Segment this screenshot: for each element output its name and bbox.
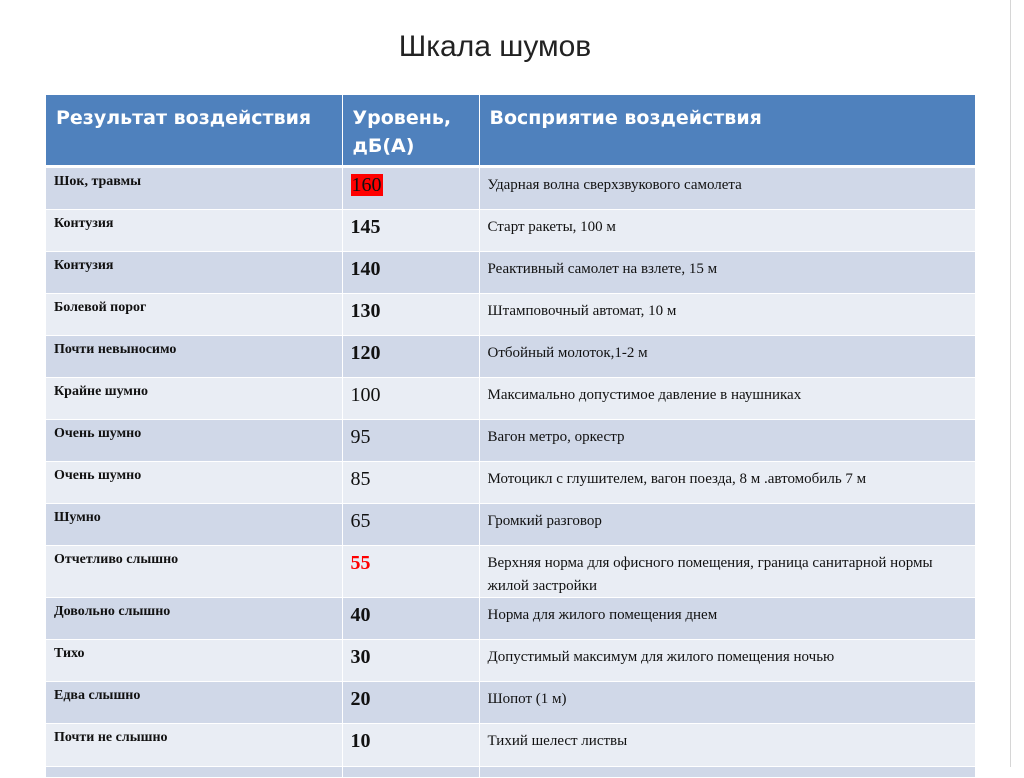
perception-cell: Штамповочный автомат, 10 м: [479, 294, 975, 336]
perception-cell: Тихий шелест листвы: [479, 724, 975, 767]
effect-cell: Почти не слышно: [46, 724, 342, 767]
table-row: [46, 724, 975, 767]
perception-cell: Вагон метро, оркестр: [479, 420, 975, 462]
slide-title: Шкала шумов: [398, 30, 592, 63]
table-row: [46, 210, 975, 252]
empty-cell: [479, 767, 975, 778]
effect-cell: Шок, травмы: [46, 167, 342, 210]
table-row: [46, 378, 975, 420]
effect-cell: Отчетливо слышно: [46, 546, 342, 598]
level-cell: 140: [342, 252, 479, 294]
table-row-cut-off: [46, 767, 975, 778]
level-cell: [342, 546, 479, 598]
perception-cell: Старт ракеты, 100 м: [479, 210, 975, 252]
header-effect: Результат воздействия: [46, 95, 342, 167]
level-cell: 20: [342, 682, 479, 724]
effect-cell: Почти невыносимо: [46, 336, 342, 378]
effect-cell: Крайне шумно: [46, 378, 342, 420]
empty-cell: [46, 767, 342, 778]
perception-cell: Допустимый максимум для жилого помещения ночью: [479, 640, 975, 682]
table-row: [46, 598, 975, 640]
level-cell: 100: [342, 378, 479, 420]
table-row: [46, 504, 975, 546]
perception-cell: Ударная волна сверхзвукового самолета: [479, 167, 975, 210]
level-cell: 85: [342, 462, 479, 504]
effect-cell: Довольно слышно: [46, 598, 342, 640]
level-cell: 145: [342, 210, 479, 252]
table-row: [46, 420, 975, 462]
noise-scale-table: [46, 95, 975, 778]
perception-cell: Шопот (1 м): [479, 682, 975, 724]
header-level: Уровень, дБ(А): [342, 95, 479, 167]
effect-cell: Контузия: [46, 210, 342, 252]
perception-cell: Реактивный самолет на взлете, 15 м: [479, 252, 975, 294]
effect-cell: Очень шумно: [46, 420, 342, 462]
table-row: [46, 682, 975, 724]
effect-cell: Шумно: [46, 504, 342, 546]
slide-edge-line: [1010, 0, 1011, 767]
perception-cell: Норма для жилого помещения днем: [479, 598, 975, 640]
effect-cell: Контузия: [46, 252, 342, 294]
header-perception: Восприятие воздействия: [479, 95, 975, 167]
empty-cell: [342, 767, 479, 778]
level-value-highlighted: 160: [351, 174, 382, 196]
table-row: [46, 546, 975, 598]
level-cell: 10: [342, 724, 479, 767]
perception-cell: Верхняя норма для офисного помещения, граница санитарной нормы жилой застройки: [479, 546, 975, 598]
level-cell: 130: [342, 294, 479, 336]
perception-cell: Громкий разговор: [479, 504, 975, 546]
table-row: [46, 462, 975, 504]
effect-cell: Тихо: [46, 640, 342, 682]
table-row: [46, 252, 975, 294]
perception-cell: Максимально допустимое давление в наушниках: [479, 378, 975, 420]
table-row: [46, 336, 975, 378]
table-row: [46, 167, 975, 210]
effect-cell: Болевой порог: [46, 294, 342, 336]
level-cell: 95: [342, 420, 479, 462]
effect-cell: Едва слышно: [46, 682, 342, 724]
level-cell: 120: [342, 336, 479, 378]
level-cell: 65: [342, 504, 479, 546]
effect-cell: Очень шумно: [46, 462, 342, 504]
level-cell: 40: [342, 598, 479, 640]
table-header-row: [46, 95, 975, 167]
perception-cell: Отбойный молоток,1-2 м: [479, 336, 975, 378]
level-cell: 30: [342, 640, 479, 682]
level-value-highlighted: 55: [350, 552, 371, 574]
table-row: [46, 294, 975, 336]
table-row: [46, 640, 975, 682]
perception-cell: Мотоцикл с глушителем, вагон поезда, 8 м .автомобиль 7 м: [479, 462, 975, 504]
level-cell: [342, 167, 479, 210]
